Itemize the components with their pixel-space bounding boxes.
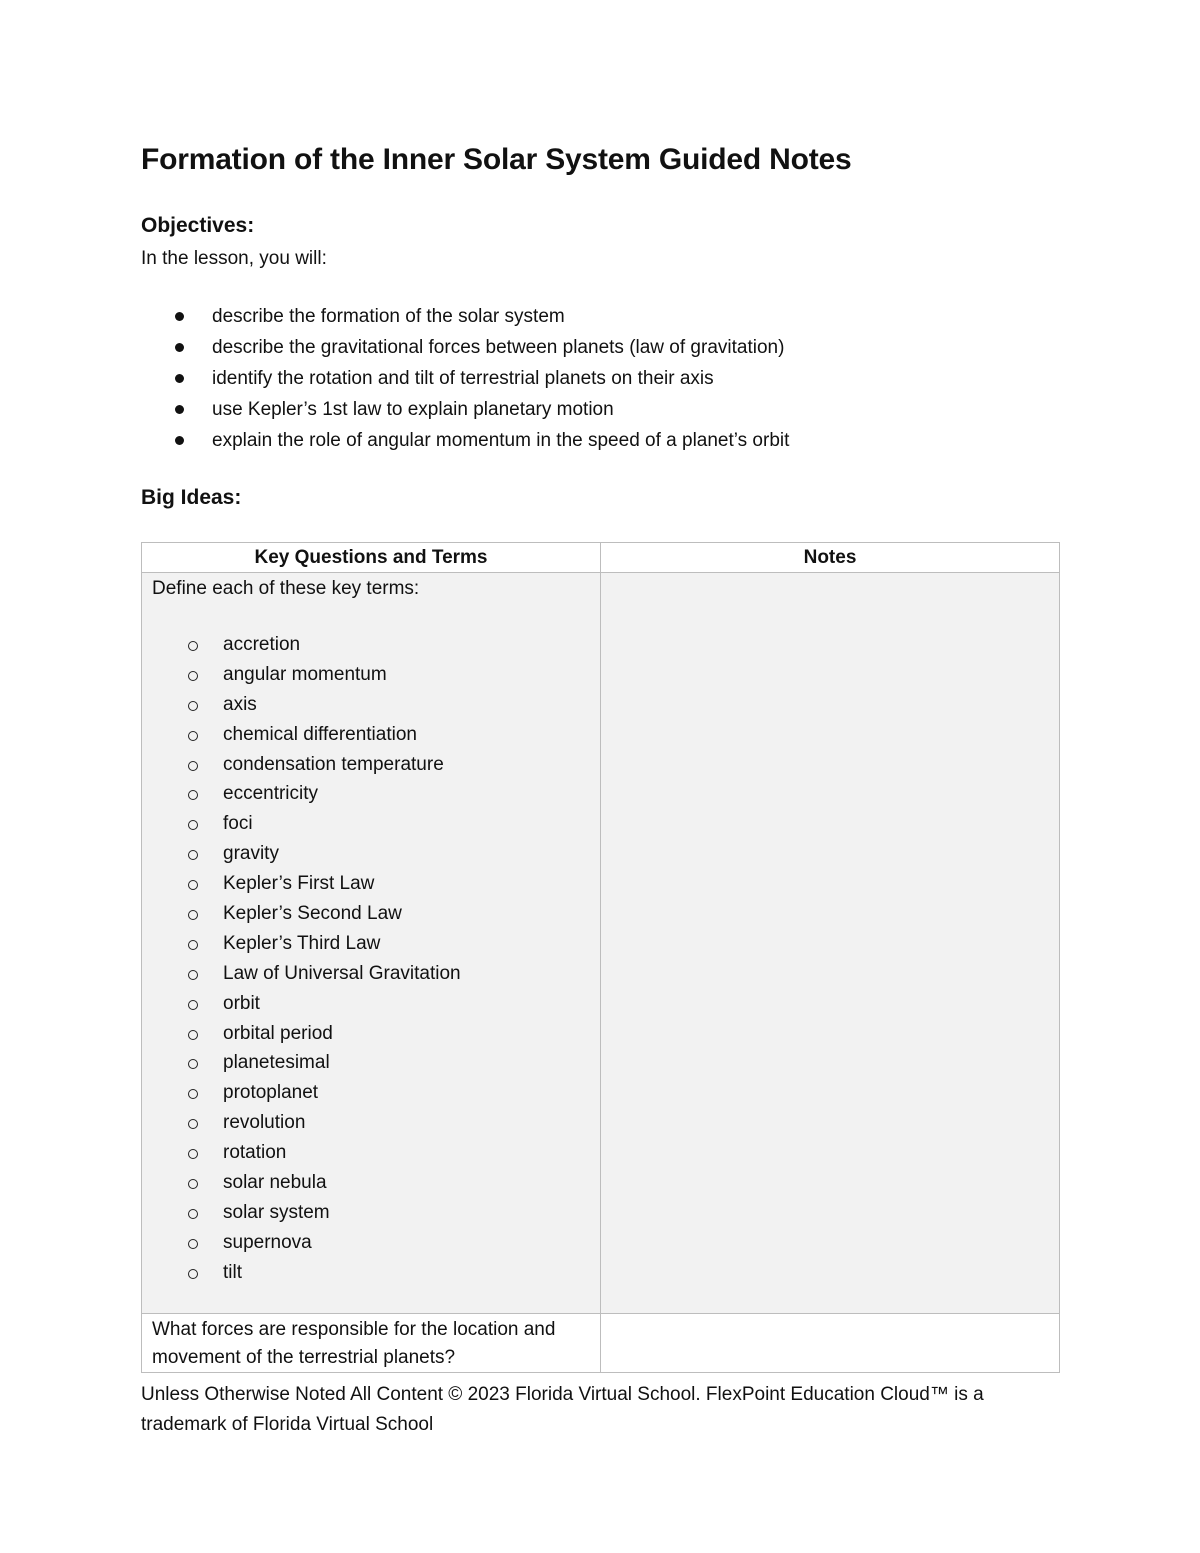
- term-text: axis: [223, 693, 257, 715]
- objective-text: explain the role of angular momentum in the speed of a planet’s orbit: [212, 430, 790, 451]
- objectives-intro: In the lesson, you will:: [141, 248, 327, 269]
- term-text: condensation temperature: [223, 753, 444, 775]
- term-item: [152, 1048, 590, 1078]
- term-item: [152, 1198, 590, 1228]
- circle-bullet-icon: [188, 1030, 198, 1040]
- term-item: [152, 989, 590, 1019]
- term-text: supernova: [223, 1231, 312, 1253]
- circle-bullet-icon: [188, 671, 198, 681]
- term-item: [152, 959, 590, 989]
- objective-text: describe the gravitational forces between planets (law of gravitation): [212, 337, 785, 358]
- circle-bullet-icon: [188, 1089, 198, 1099]
- circle-bullet-icon: [188, 1179, 198, 1189]
- objective-item: [141, 332, 789, 363]
- term-item: [152, 929, 590, 959]
- objectives-list: [141, 301, 789, 456]
- circle-bullet-icon: [188, 910, 198, 920]
- key-terms-cell: [142, 573, 601, 1314]
- term-text: Kepler’s Third Law: [223, 932, 381, 954]
- big-ideas-heading: Big Ideas:: [141, 486, 242, 509]
- term-item: [152, 750, 590, 780]
- term-text: protoplanet: [223, 1082, 319, 1104]
- bullet-icon: [175, 405, 184, 414]
- table-row: [142, 573, 1060, 1314]
- term-item: [152, 660, 590, 690]
- term-text: tilt: [223, 1261, 242, 1283]
- circle-bullet-icon: [188, 1269, 198, 1279]
- circle-bullet-icon: [188, 1239, 198, 1249]
- term-item: [152, 1078, 590, 1108]
- objective-text: use Kepler’s 1st law to explain planetary motion: [212, 399, 614, 420]
- term-item: [152, 1138, 590, 1168]
- notes-cell[interactable]: [601, 573, 1060, 1314]
- objective-item: [141, 394, 789, 425]
- term-text: gravity: [223, 843, 279, 865]
- term-item: [152, 720, 590, 750]
- term-text: angular momentum: [223, 663, 387, 685]
- term-item: [152, 899, 590, 929]
- table-row: [142, 1314, 1060, 1373]
- circle-bullet-icon: [188, 820, 198, 830]
- term-item: [152, 1258, 590, 1288]
- term-text: eccentricity: [223, 783, 319, 805]
- question-text: What forces are responsible for the location and movement of the terrestrial planets?: [152, 1319, 556, 1368]
- copyright-footer: Unless Otherwise Noted All Content © 2023 Florida Virtual School. FlexPoint Education Cloud™ is a trademark of Florida Virtual School: [141, 1384, 984, 1435]
- objectives-heading: Objectives:: [141, 214, 255, 237]
- term-item: [152, 630, 590, 660]
- term-item: [152, 1168, 590, 1198]
- term-text: planetesimal: [223, 1052, 330, 1074]
- term-item: [152, 869, 590, 899]
- bullet-icon: [175, 374, 184, 383]
- circle-bullet-icon: [188, 880, 198, 890]
- column-header-notes: Notes: [601, 543, 1060, 573]
- term-text: foci: [223, 813, 253, 835]
- circle-bullet-icon: [188, 1119, 198, 1129]
- objective-item: [141, 301, 789, 332]
- term-item: [152, 809, 590, 839]
- objective-text: describe the formation of the solar system: [212, 306, 565, 327]
- circle-bullet-icon: [188, 701, 198, 711]
- circle-bullet-icon: [188, 1000, 198, 1010]
- circle-bullet-icon: [188, 1149, 198, 1159]
- big-ideas-table: [141, 542, 1060, 1373]
- circle-bullet-icon: [188, 1209, 198, 1219]
- circle-bullet-icon: [188, 731, 198, 741]
- term-text: solar nebula: [223, 1172, 327, 1194]
- notes-cell[interactable]: [601, 1314, 1060, 1373]
- key-terms-prompt: Define each of these key terms:: [152, 578, 420, 599]
- page-title: Formation of the Inner Solar System Guided Notes: [141, 143, 852, 176]
- circle-bullet-icon: [188, 641, 198, 651]
- term-text: orbit: [223, 992, 260, 1014]
- objective-text: identify the rotation and tilt of terrestrial planets on their axis: [212, 368, 714, 389]
- circle-bullet-icon: [188, 761, 198, 771]
- question-cell: [142, 1314, 601, 1373]
- term-item: [152, 779, 590, 809]
- term-item: [152, 690, 590, 720]
- objective-item: [141, 363, 789, 394]
- circle-bullet-icon: [188, 940, 198, 950]
- circle-bullet-icon: [188, 1059, 198, 1069]
- bullet-icon: [175, 343, 184, 352]
- term-text: rotation: [223, 1142, 287, 1164]
- table-header-row: [142, 543, 1060, 573]
- term-item: [152, 839, 590, 869]
- term-item: [152, 1228, 590, 1258]
- term-item: [152, 1108, 590, 1138]
- term-text: Kepler’s First Law: [223, 873, 375, 895]
- term-text: revolution: [223, 1112, 306, 1134]
- term-text: orbital period: [223, 1022, 333, 1044]
- objective-item: [141, 425, 789, 456]
- term-text: chemical differentiation: [223, 723, 417, 745]
- term-text: accretion: [223, 634, 301, 655]
- circle-bullet-icon: [188, 850, 198, 860]
- circle-bullet-icon: [188, 790, 198, 800]
- key-terms-list: [152, 630, 590, 1288]
- circle-bullet-icon: [188, 970, 198, 980]
- term-text: Kepler’s Second Law: [223, 903, 402, 925]
- bullet-icon: [175, 312, 184, 321]
- term-text: Law of Universal Gravitation: [223, 962, 461, 984]
- term-item: [152, 1019, 590, 1049]
- bullet-icon: [175, 436, 184, 445]
- column-header-key-questions: Key Questions and Terms: [142, 543, 601, 573]
- term-text: solar system: [223, 1201, 330, 1223]
